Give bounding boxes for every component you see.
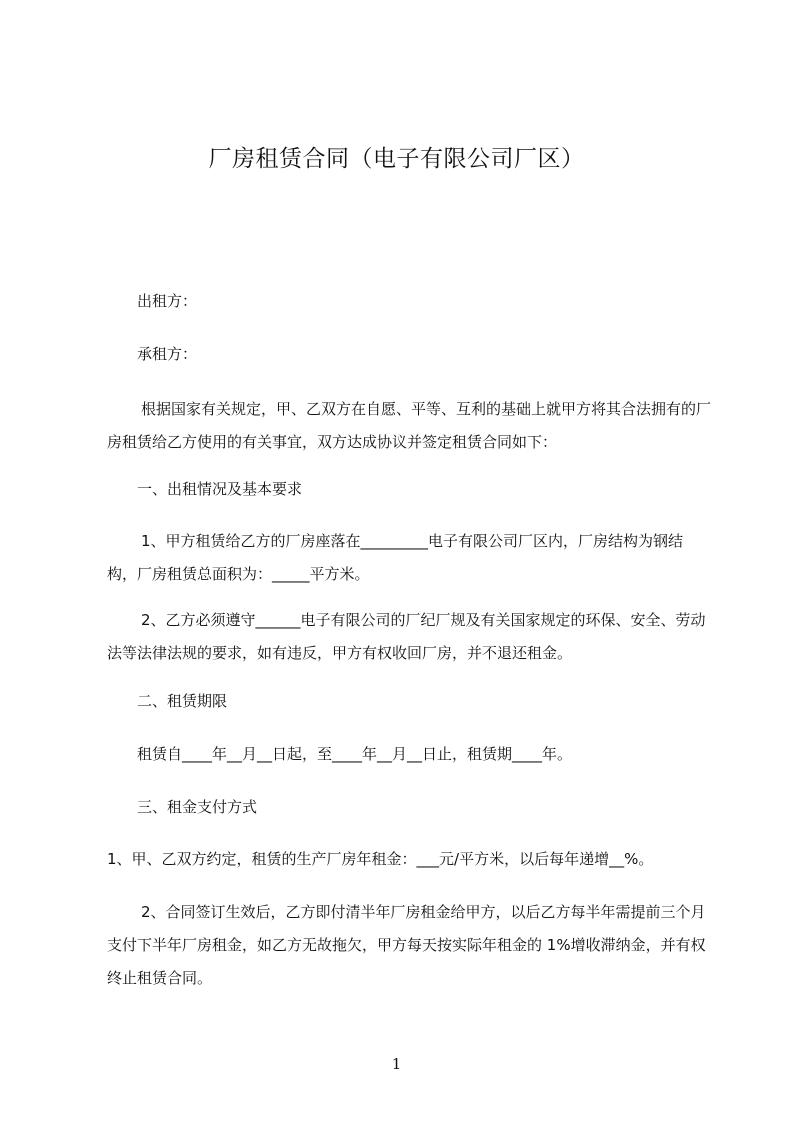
clause-3-2: 2、合同签订生效后，乙方即付清半年厂房租金给甲方，以后乙方每半年需提前三个月支付下半年厂房租金，如乙方无故拖欠，甲方每天按实际年租金的 1%增收滞纳金，并有权终止租赁合同。 bbox=[107, 903, 706, 987]
clause-1-2: 2、乙方必须遵守______电子有限公司的厂纪厂规及有关国家规定的环保、安全、劳动法等法律法规的要求，如有违反，甲方有权收回厂房，并不退还租金。 bbox=[107, 611, 706, 662]
intro-paragraph: 根据国家有关规定，甲、乙双方在自愿、平等、互利的基础上就甲方将其合法拥有的厂房租赁给乙方使用的有关事宜，双方达成协议并签定租赁合同如下： bbox=[107, 400, 712, 451]
lessor-label: 出租方： bbox=[137, 292, 198, 310]
clause-3-1: 1、甲、乙双方约定，租赁的生产厂房年租金：___元/平方米，以后每年递增__%。 bbox=[107, 850, 654, 868]
page-number: 1 bbox=[391, 1055, 402, 1073]
clause-1-1: 1、甲方租赁给乙方的厂房座落在_________电子有限公司厂区内，厂房结构为钢结构，厂房租赁总面积为：_____平方米。 bbox=[107, 532, 684, 583]
section-heading-1: 一、出租情况及基本要求 bbox=[137, 480, 303, 498]
lessee-label: 承租方： bbox=[137, 345, 198, 363]
section-heading-3: 三、租金支付方式 bbox=[137, 798, 258, 816]
document-title: 厂房租赁合同（电子有限公司厂区） bbox=[208, 146, 585, 172]
clause-2-1: 租赁自____年__月__日起，至____年__月__日止，租赁期____年。 bbox=[137, 745, 573, 763]
section-heading-2: 二、租赁期限 bbox=[137, 692, 228, 710]
